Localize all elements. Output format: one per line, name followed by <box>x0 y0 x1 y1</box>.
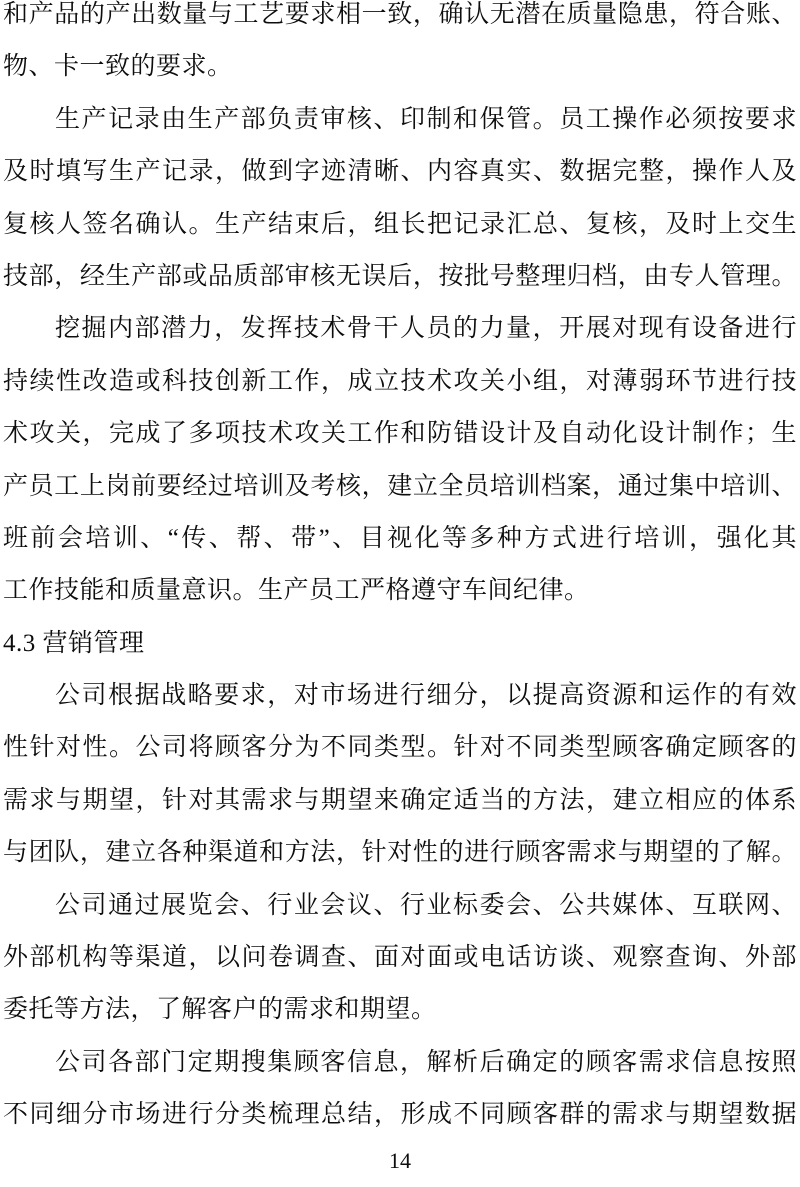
text-line: 班前会培训、“传、帮、带”、目视化等多种方式进行培训，强化其 <box>3 524 797 552</box>
text-line: 工作技能和质量意识。生产员工严格遵守车间纪律。 <box>3 577 590 605</box>
text-line: 公司通过展览会、行业会议、行业标委会、公共媒体、互联网、 <box>55 891 797 919</box>
text-line: 和产品的产出数量与工艺要求相一致，确认无潜在质量隐患，符合账、 <box>3 1 797 28</box>
section-heading: 4.3 营销管理 <box>3 629 145 657</box>
text-line: 复核人签名确认。生产结束后，组长把记录汇总、复核，及时上交生 <box>3 210 797 238</box>
text-line: 持续性改造或科技创新工作，成立技术攻关小组，对薄弱环节进行技 <box>3 367 797 395</box>
text-line: 及时填写生产记录，做到字迹清晰、内容真实、数据完整，操作人及 <box>3 158 797 186</box>
text-line: 性针对性。公司将顾客分为不同类型。针对不同类型顾客确定顾客的 <box>3 734 797 762</box>
text-line: 生产记录由生产部负责审核、印制和保管。员工操作必须按要求 <box>55 105 797 133</box>
text-line: 术攻关，完成了多项技术攻关工作和防错设计及自动化设计制作；生 <box>3 420 797 448</box>
text-line: 需求与期望，针对其需求与期望来确定适当的方法，建立相应的体系 <box>3 786 797 814</box>
text-line: 公司根据战略要求，对市场进行细分，以提高资源和运作的有效 <box>55 682 797 710</box>
text-line: 外部机构等渠道，以问卷调查、面对面或电话访谈、观察查询、外部 <box>3 944 797 972</box>
text-line: 公司各部门定期搜集顾客信息，解析后确定的顾客需求信息按照 <box>55 1048 797 1076</box>
text-line: 物、卡一致的要求。 <box>3 53 233 81</box>
text-line: 挖掘内部潜力，发挥技术骨干人员的力量，开展对现有设备进行 <box>55 315 797 343</box>
text-line: 不同细分市场进行分类梳理总结，形成不同顾客群的需求与期望数据 <box>3 1101 797 1129</box>
text-line: 委托等方法，了解客户的需求和期望。 <box>3 996 437 1024</box>
text-line: 技部，经生产部或品质部审核无误后，按批号整理归档，由专人管理。 <box>3 262 797 290</box>
page-number: 14 <box>389 1148 411 1173</box>
page-footer <box>0 1144 800 1178</box>
text-line: 产员工上岗前要经过培训及考核，建立全员培训档案，通过集中培训、 <box>3 472 797 500</box>
text-line: 与团队，建立各种渠道和方法，针对性的进行顾客需求与期望的了解。 <box>3 839 797 867</box>
